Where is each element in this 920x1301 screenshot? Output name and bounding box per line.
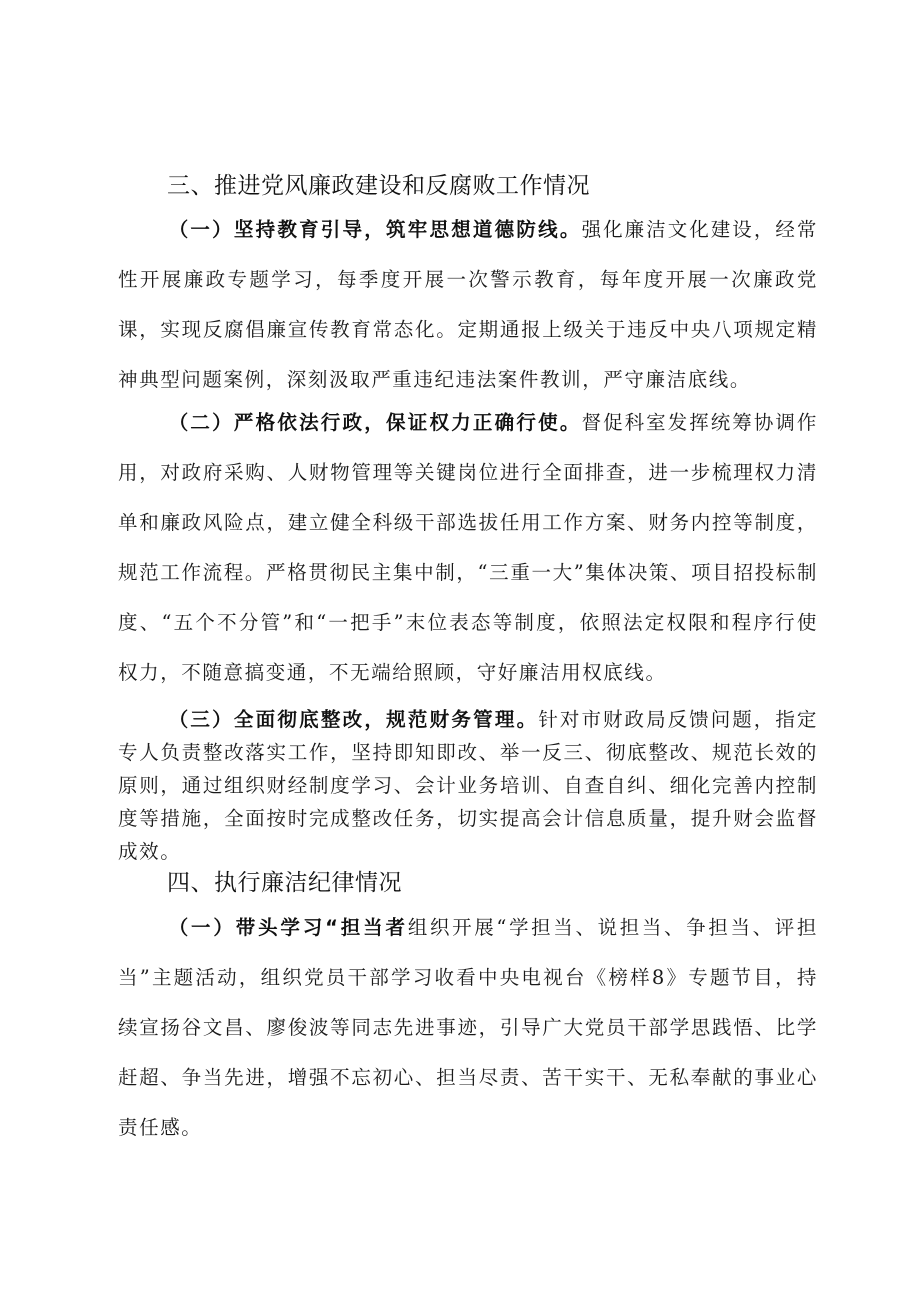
paragraph-3-3-body: 针对市财政局反馈问题，指定专人负责整改落实工作，坚持即知即改、举一反三、彻底整改、规范长效的原则，通过组织财经制度学习、会计业务培训、自查自纠、细化完善内控制度等措施，全面按时完成整改任务，切实提高会计信息质量，提升财会监督成效。 [118,708,818,863]
paragraph-3-1-body: 强化廉洁文化建设，经常性开展廉政专题学习，每季度开展一次警示教育，每年度开展一次廉政党课，实现反腐倡廉宣传教育常态化。定期通报上级关于违反中央八项规定精神典型问题案例，深刻汲取严重违纪违法案件教训，严守廉洁底线。 [118,218,818,391]
section-heading-3: 三、推进党风廉政建设和反腐败工作情况 [167,173,590,199]
paragraph-3-3 [118,703,818,868]
section-heading-4: 四、执行廉洁纪律情况 [167,870,402,896]
paragraph-4-1 [118,903,818,1153]
paragraph-3-3-lead: （三）全面彻底整改，规范财务管理。 [168,708,539,731]
paragraph-3-1 [118,205,818,405]
paragraph-4-1-body: 组织开展“学担当、说担当、争担当、评担当”主题活动，组织党员干部学习收看中央电视台《榜样8》专题节目，持续宣扬谷文昌、廖俊波等同志先进事迹，引导广大党员干部学思践悟、比学赶超、争当先进，增强不忘初心、担当尽责、苦干实干、无私奉献的事业心责任感。 [118,916,818,1139]
paragraph-3-2-body: 督促科室发挥统筹协调作用，对政府采购、人财物管理等关键岗位进行全面排查，进一步梳理权力清单和廉政风险点，建立健全科级干部选拔任用工作方案、财务内控等制度，规范工作流程。严格贯彻民主集中制，“三重一大”集体决策、项目招投标制度、“五个不分管”和“一把手”末位表态等制度，依照法定权限和程序行使权力，不随意搞变通，不无端给照顾，守好廉洁用权底线。 [118,411,818,684]
paragraph-3-2 [118,398,818,698]
paragraph-3-2-lead: （二）严格依法行政，保证权力正确行使。 [168,411,582,434]
paragraph-4-1-lead: （一）带头学习“担当者 [168,916,408,939]
paragraph-3-1-lead: （一）坚持教育引导，筑牢思想道德防线。 [168,218,582,241]
